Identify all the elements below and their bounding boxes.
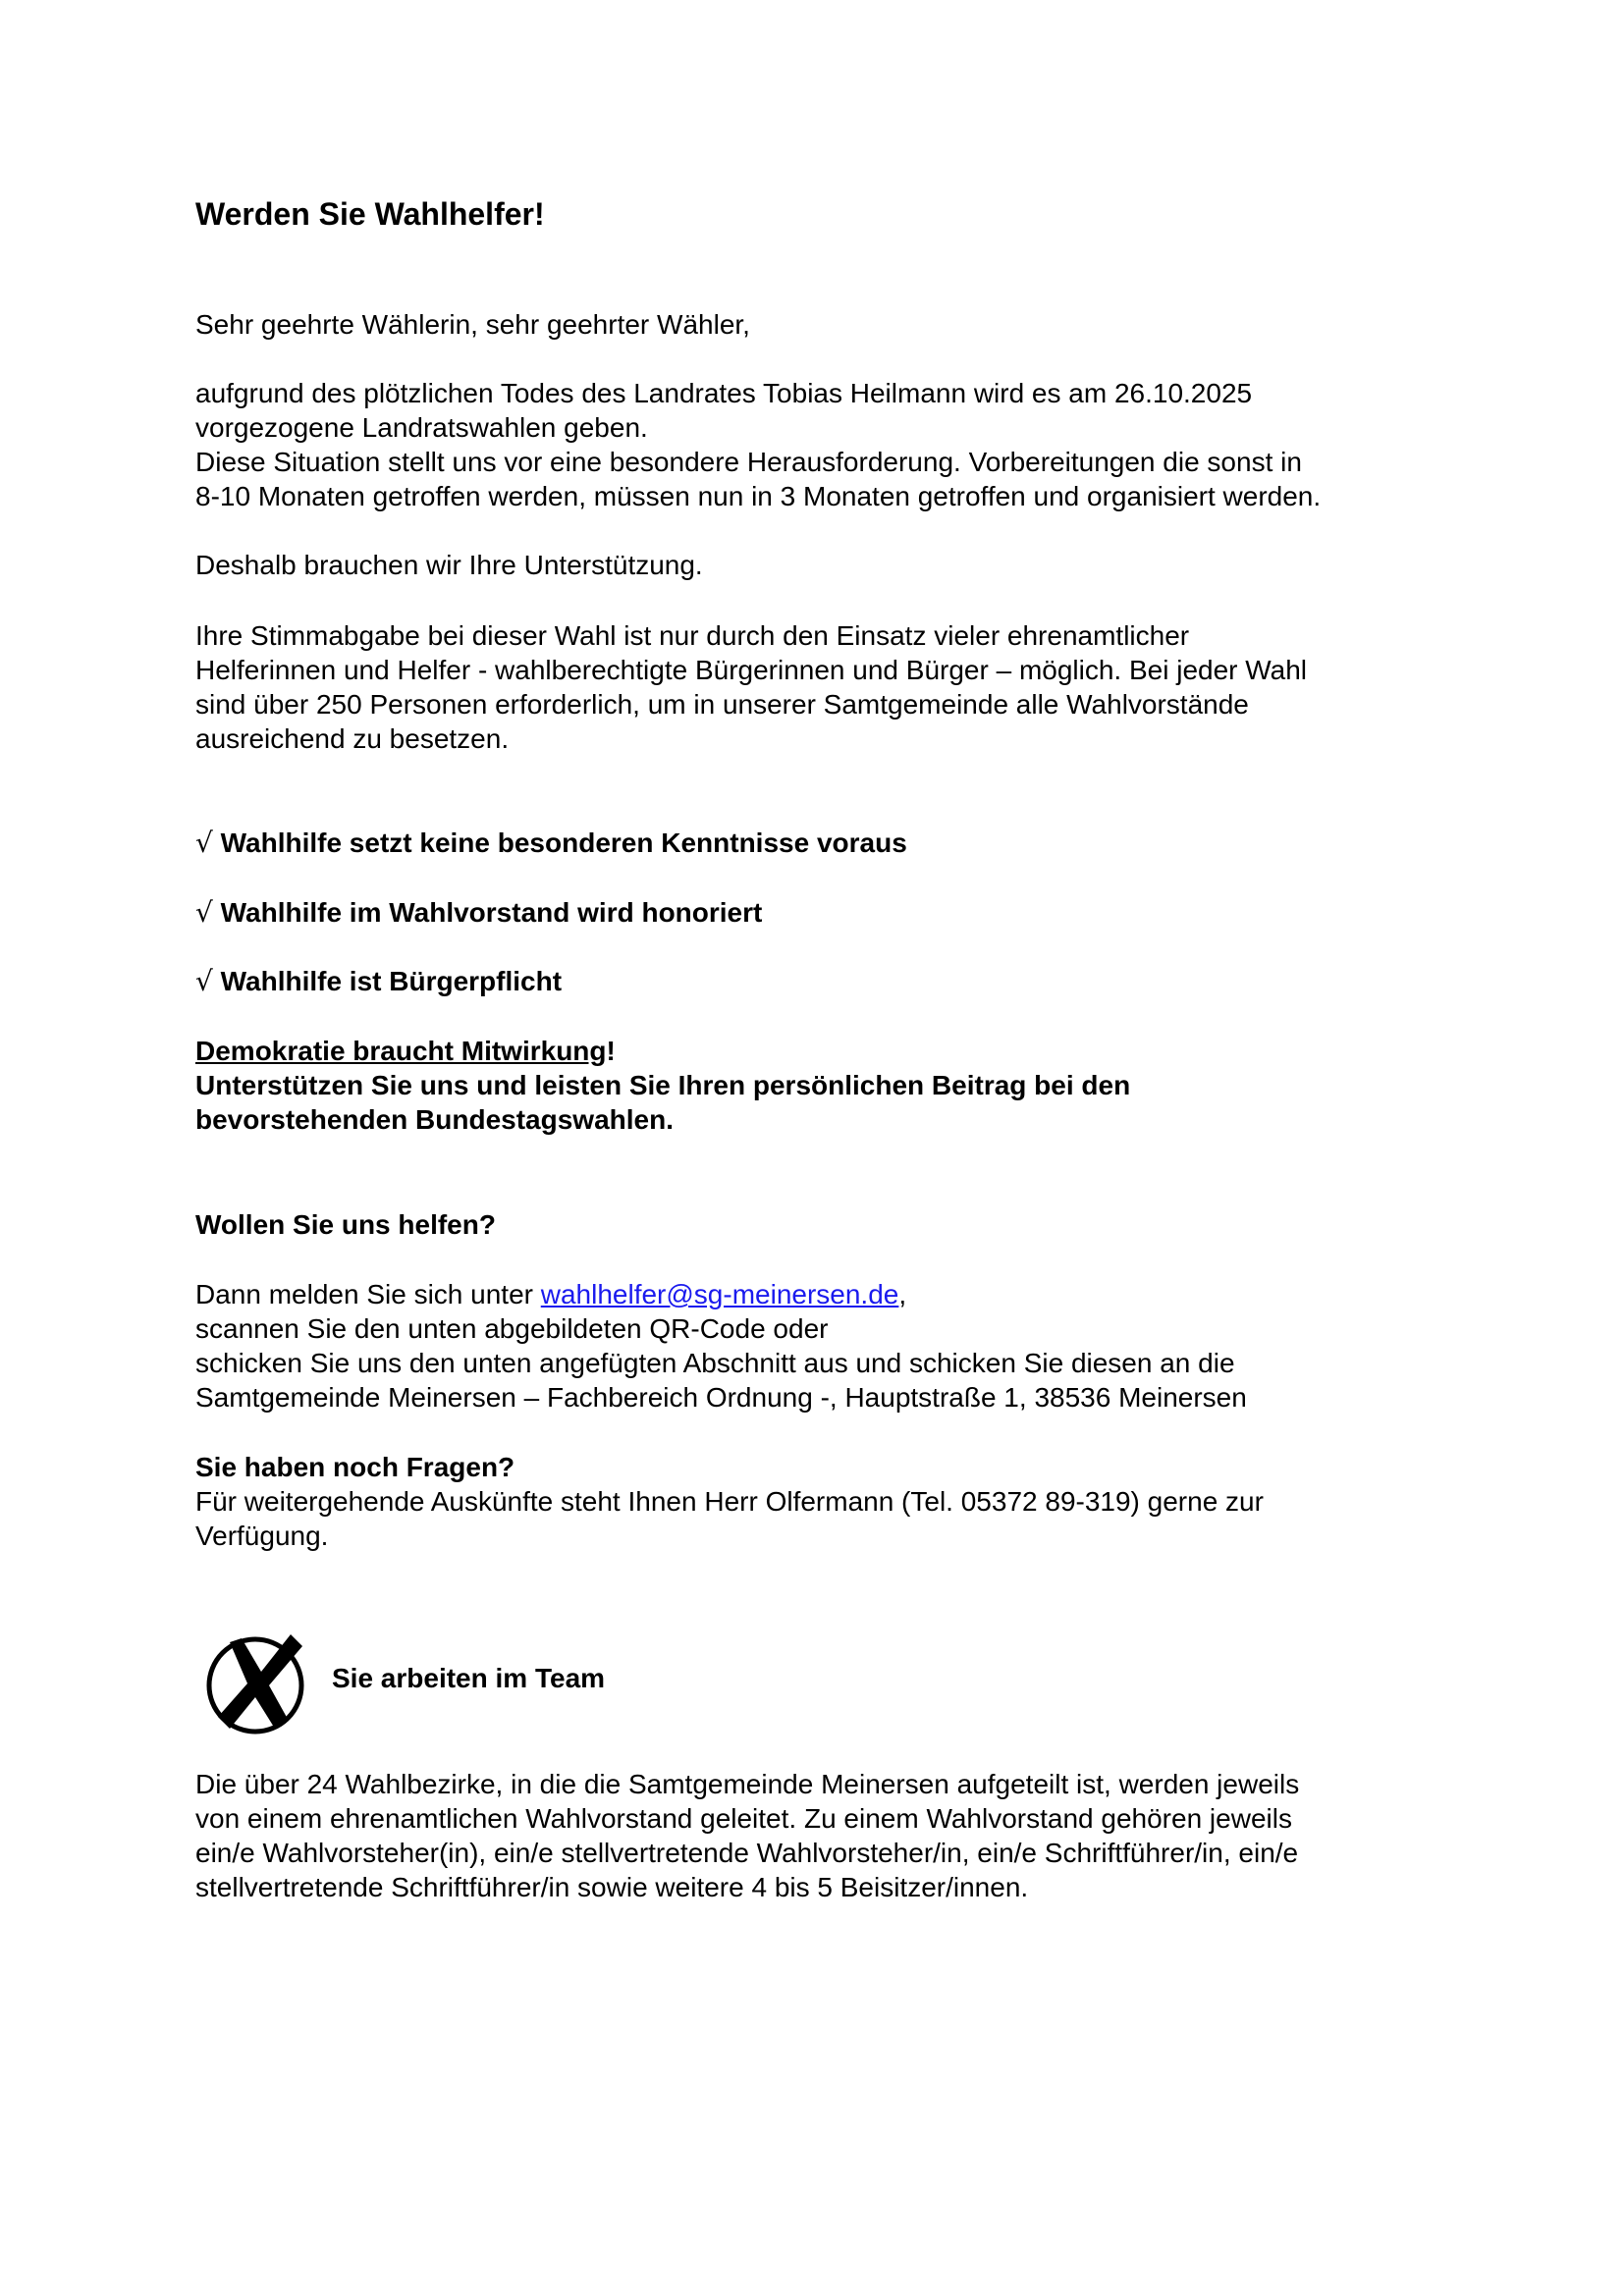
team-line: von einem ehrenamtlichen Wahlvorstand geleitet. Zu einem Wahlvorstand gehören jeweils [195, 1803, 1292, 1834]
salutation: Sehr geehrte Wählerin, sehr geehrter Wähler, [195, 309, 750, 340]
page-title: Werden Sie Wahlhelfer! [195, 196, 545, 232]
checkmark-icon: √ [195, 896, 213, 929]
ballot-cross-icon [204, 1627, 314, 1736]
questions-line: Für weitergehende Auskünfte steht Ihnen Herr Olfermann (Tel. 05372 89-319) gerne zur [195, 1486, 1264, 1517]
democracy-line: bevorstehenden Bundestagswahlen. [195, 1104, 674, 1135]
intro-line: vorgezogene Landratswahlen geben. [195, 412, 648, 443]
check-item [195, 895, 762, 930]
voting-line: Ihre Stimmabgabe bei dieser Wahl ist nur durch den Einsatz vieler ehrenamtlicher [195, 620, 1190, 651]
support-line: Deshalb brauchen wir Ihre Unterstützung. [195, 550, 703, 580]
contact-line: schicken Sie uns den unten angefügten Abschnitt aus und schicken Sie diesen an die [195, 1348, 1235, 1378]
questions-heading: Sie haben noch Fragen? [195, 1452, 515, 1482]
checkmark-icon: √ [195, 965, 213, 997]
contact-prefix: Dann melden Sie sich unter [195, 1279, 541, 1309]
check-item [195, 826, 907, 860]
intro-line: Diese Situation stellt uns vor eine besondere Herausforderung. Vorbereitungen die sonst in [195, 447, 1302, 477]
questions-line: Verfügung. [195, 1521, 329, 1551]
help-heading: Wollen Sie uns helfen? [195, 1209, 496, 1240]
team-line: Die über 24 Wahlbezirke, in die die Samtgemeinde Meinersen aufgeteilt ist, werden jeweils [195, 1769, 1300, 1799]
voting-line: ausreichend zu besetzen. [195, 723, 510, 754]
checkmark-icon: √ [195, 827, 213, 859]
team-heading: Sie arbeiten im Team [332, 1663, 606, 1693]
team-line: stellvertretende Schriftführer/in sowie weitere 4 bis 5 Beisitzer/innen. [195, 1872, 1029, 1902]
democracy-exclamation: ! [606, 1036, 616, 1066]
contact-line: scannen Sie den unten abgebildeten QR-Code oder [195, 1313, 829, 1344]
intro-line: 8-10 Monaten getroffen werden, müssen nun in 3 Monaten getroffen und organisiert werden. [195, 481, 1322, 511]
democracy-heading [195, 1034, 616, 1068]
intro-line: aufgrund des plötzlichen Todes des Landrates Tobias Heilmann wird es am 26.10.2025 [195, 378, 1253, 408]
voting-line: Helferinnen und Helfer - wahlberechtigte Bürgerinnen und Bürger – möglich. Bei jeder Wahl [195, 655, 1308, 685]
democracy-underlined: Demokratie braucht Mitwirkung [195, 1036, 607, 1066]
check-item-text: Wahlhilfe im Wahlvorstand wird honoriert [220, 897, 763, 928]
contact-line [195, 1277, 906, 1311]
democracy-line: Unterstützen Sie uns und leisten Sie Ihren persönlichen Beitrag bei den [195, 1070, 1131, 1100]
voting-line: sind über 250 Personen erforderlich, um in unserer Samtgemeinde alle Wahlvorstände [195, 689, 1249, 720]
contact-line: Samtgemeinde Meinersen – Fachbereich Ordnung -, Hauptstraße 1, 38536 Meinersen [195, 1382, 1247, 1413]
team-line: ein/e Wahlvorsteher(in), ein/e stellvertretende Wahlvorsteher/in, ein/e Schriftführer/in, ein/e [195, 1838, 1299, 1868]
check-item-text: Wahlhilfe ist Bürgerpflicht [220, 966, 563, 996]
check-item-text: Wahlhilfe setzt keine besonderen Kenntnisse voraus [220, 828, 907, 858]
contact-suffix: , [898, 1279, 907, 1309]
email-link[interactable]: wahlhelfer@sg-meinersen.de [540, 1279, 899, 1309]
check-item [195, 964, 562, 998]
